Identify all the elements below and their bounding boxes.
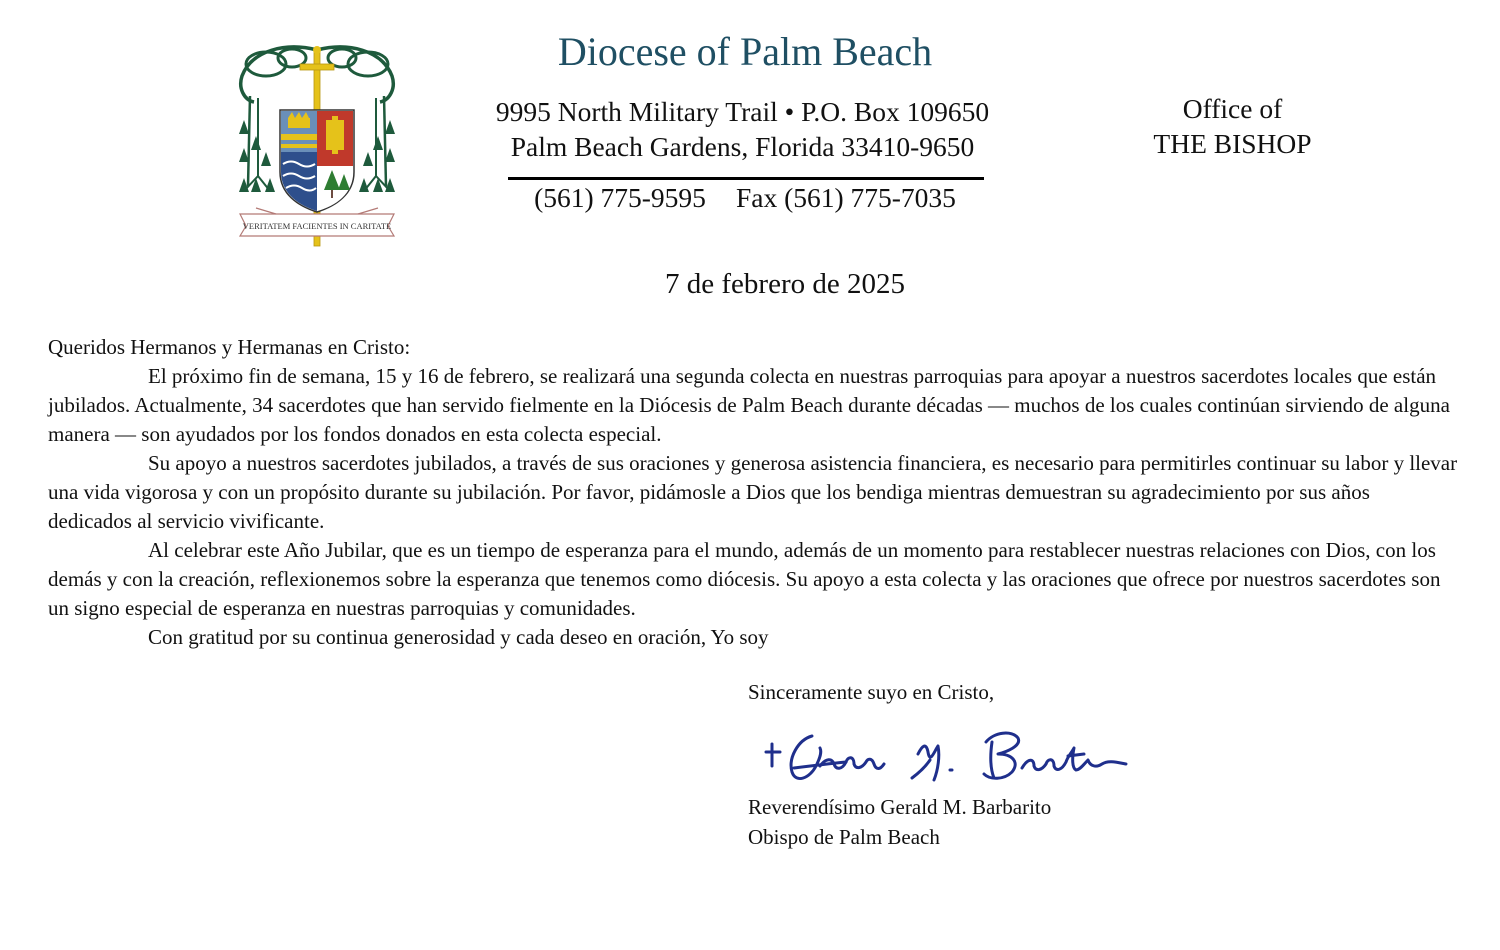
body-paragraph-2: Su apoyo a nuestros sacerdotes jubilados, a través de sus oraciones y generosa asistencia financiera, es necesario para permitirles continuar su labor y llevar una vida vigorosa y con un propósito durante su jubilación. Por favor, pidámosle a Dios que los bendiga mientras demuestran su agradecimiento por sus años dedicados al servicio vivificante. [48,451,1458,533]
crest-motto-text: VERITATEM FACIENTES IN CARITATE [242,221,392,231]
closing-phrase: Sinceramente suyo en Cristo, [748,680,995,704]
handwritten-signature-icon [750,712,1150,794]
signer-block [748,792,1248,852]
body-paragraph-4: Con gratitud por su continua generosidad y cada deseo en oración, Yo soy [148,625,769,649]
closing-block [748,677,1248,707]
address-block [440,94,1045,164]
address-line-1: 9995 North Military Trail • P.O. Box 109650 [495,96,990,127]
header-divider [508,177,984,180]
body-paragraph-1: El próximo fin de semana, 15 y 16 de febrero, se realizará una segunda colecta en nuestras parroquias para apoyar a nuestros sacerdotes locales que están jubilados. Actualmente, 34 sacerdotes que han servido fielmente en la Diócesis de Palm Beach durante décadas — muchos de los cuales continúan sirviendo de alguna manera — son ayudados por los fondos donados en esta colecta especial. [48,364,1450,446]
episcopal-coat-of-arms-icon [236,36,398,248]
contact-numbers [480,182,1010,214]
address-line-2: Palm Beach Gardens, Florida 33410-9650 [510,131,975,162]
letter-date: 7 de febrero de 2025 [665,268,905,300]
signer-title: Obispo de Palm Beach [748,825,940,849]
body-paragraph-3: Al celebrar este Año Jubilar, que es un tiempo de esperanza para el mundo, además de un momento para restablecer nuestras relaciones con Dios, con los demás y con la creación, reflexionemos sobre la esperanza que tenemos como diócesis. Su apoyo a esta colecta y las oraciones que ofrece por nuestros sacerdotes son un signo especial de esperanza en nuestras parroquias y comunidades. [48,538,1441,620]
salutation: Queridos Hermanos y Hermanas en Cristo: [48,335,411,359]
letter-body [48,333,1458,652]
phone-number: (561) 775-9595 [534,182,706,213]
office-line-1: Office of [1182,93,1283,124]
office-label [1110,91,1355,161]
fax-number: Fax (561) 775-7035 [735,182,956,213]
organization-name: Diocese of Palm Beach [557,29,933,74]
office-line-2: THE BISHOP [1153,128,1312,159]
signer-name: Reverendísimo Gerald M. Barbarito [748,795,1052,819]
